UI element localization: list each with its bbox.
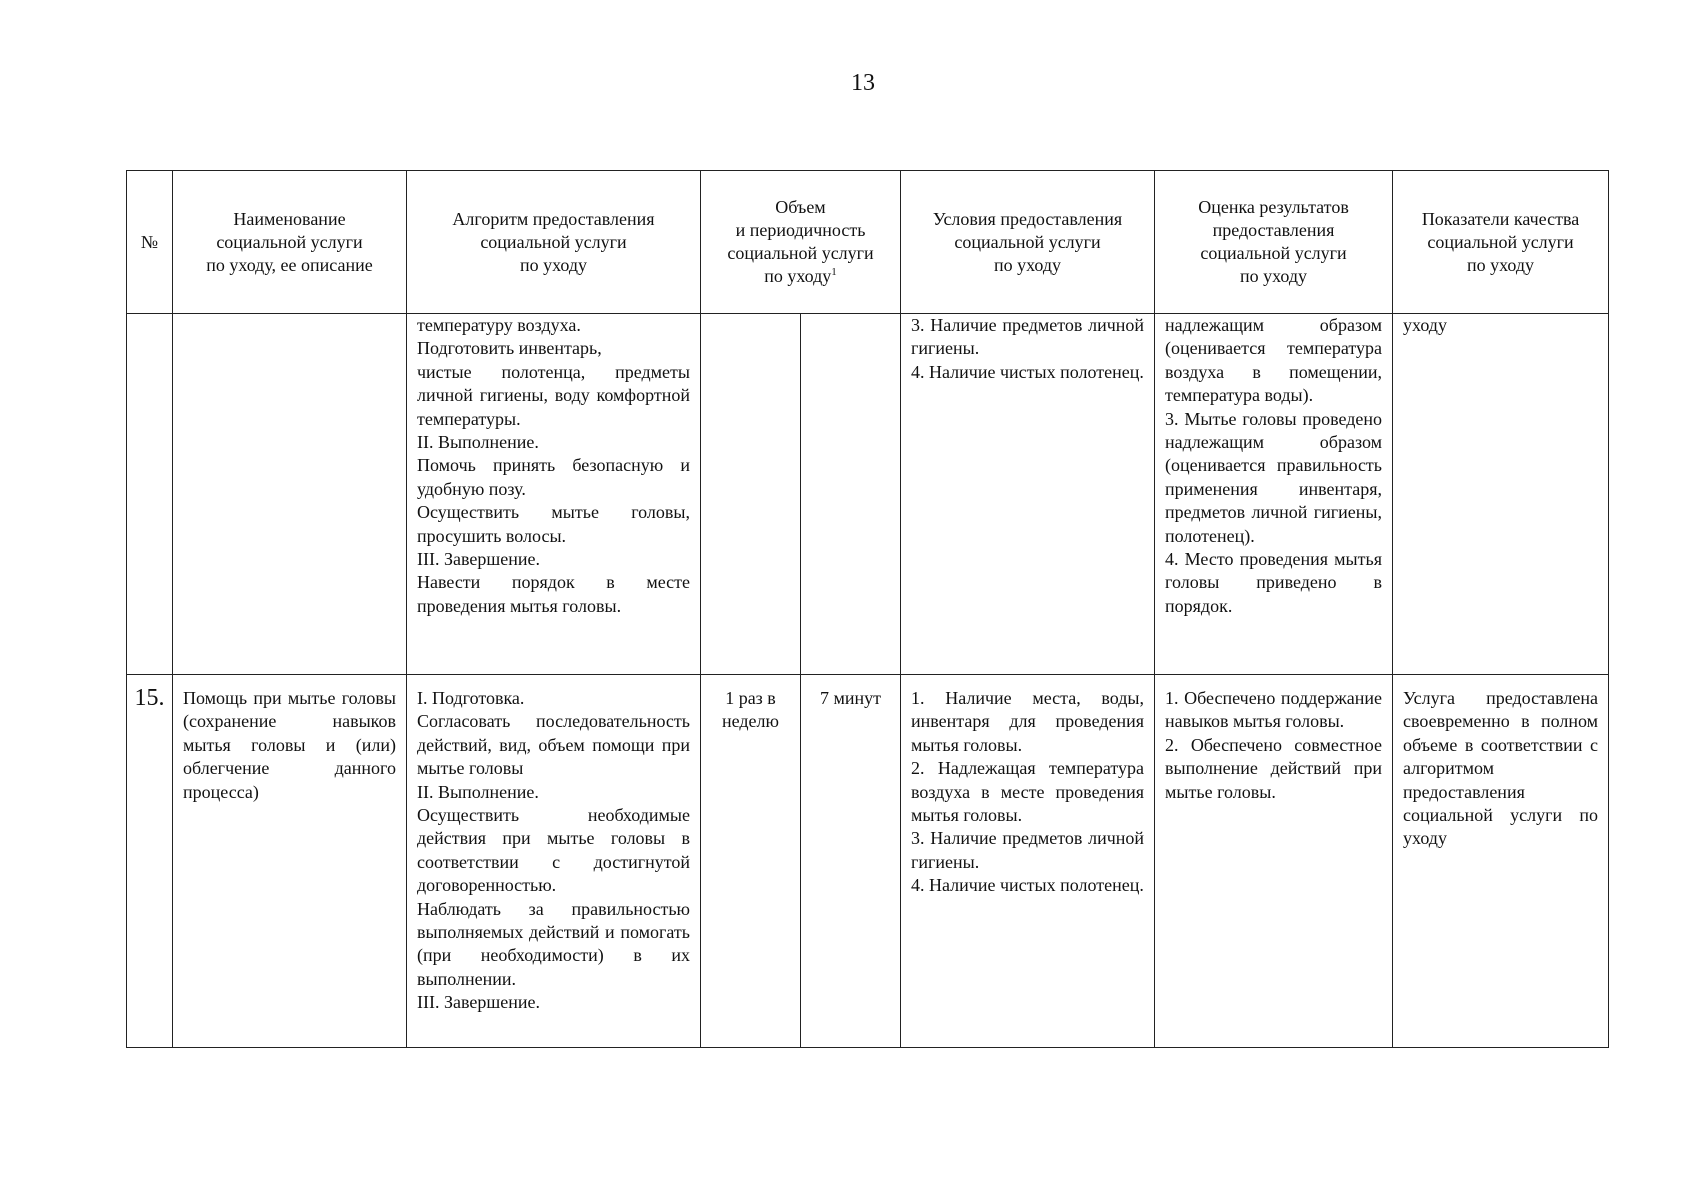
row-quality: уходу (1393, 314, 1609, 675)
row-service-name (173, 314, 407, 675)
row-frequency: 1 раз в неделю (701, 675, 801, 1048)
row-duration: 7 минут (801, 675, 901, 1048)
row-algorithm: I. Подготовка. Согласовать последовательность действий, вид, объем помощи при мытье головы II. Выполнение. Осуществить необходимые действия при мытье головы в соответствии с достигнутой договоренностью. Наблюдать за правильностью выполняемых действий и помогать (при необходимости) в их выполнении. III. Завершение. (407, 675, 701, 1048)
row-conditions: 3. Наличие предметов личной гигиены. 4. Наличие чистых полотенец. (901, 314, 1155, 675)
header-algorithm: Алгоритм предоставления социальной услуги по уходу (407, 171, 701, 314)
header-volume-text: Объем и периодичность социальной услуги по уходу (727, 197, 874, 286)
row-frequency (701, 314, 801, 675)
row-service-name: Помощь при мытье головы (сохранение навыков мытья головы и (или) облегчение данного процесса) (173, 675, 407, 1048)
row-evaluation: 1. Обеспечено поддержание навыков мытья головы. 2. Обеспечено совместное выполнение действий при мытье головы. (1155, 675, 1393, 1048)
header-volume-footnote: 1 (831, 266, 837, 278)
header-conditions: Условия предоставления социальной услуги по уходу (901, 171, 1155, 314)
services-table (126, 170, 1609, 1048)
row-number: 15. (127, 675, 173, 1048)
row-quality: Услуга предоставлена своевременно в полном объеме в соответствии с алгоритмом предоставления социальной услуги по уходу (1393, 675, 1609, 1048)
header-number: № (127, 171, 173, 314)
row-duration (801, 314, 901, 675)
row-evaluation: надлежащим образом (оценивается температура воздуха в помещении, температура воды). 3. Мытье головы проведено надлежащим образом (оценивается правильность применения инвентаря, предметов личной гигиены, полотенец). 4. Место проведения мытья головы приведено в порядок. (1155, 314, 1393, 675)
table-row (127, 314, 1609, 675)
header-service-name: Наименование социальной услуги по уходу, ее описание (173, 171, 407, 314)
page-number: 13 (851, 70, 875, 96)
table-row (127, 675, 1609, 1048)
header-volume (701, 171, 901, 314)
row-conditions: 1. Наличие места, воды, инвентаря для проведения мытья головы. 2. Надлежащая температура воздуха в месте проведения мытья головы. 3. Наличие предметов личной гигиены. 4. Наличие чистых полотенец. (901, 675, 1155, 1048)
header-evaluation: Оценка результатов предоставления социальной услуги по уходу (1155, 171, 1393, 314)
row-number (127, 314, 173, 675)
table-header-row (127, 171, 1609, 314)
row-algorithm: температуру воздуха. Подготовить инвентарь, чистые полотенца, предметы личной гигиены, воду комфортной температуры. II. Выполнение. Помочь принять безопасную и удобную позу. Осуществить мытье головы, просушить волосы. III. Завершение. Навести порядок в месте проведения мытья головы. (407, 314, 701, 675)
header-quality: Показатели качества социальной услуги по уходу (1393, 171, 1609, 314)
